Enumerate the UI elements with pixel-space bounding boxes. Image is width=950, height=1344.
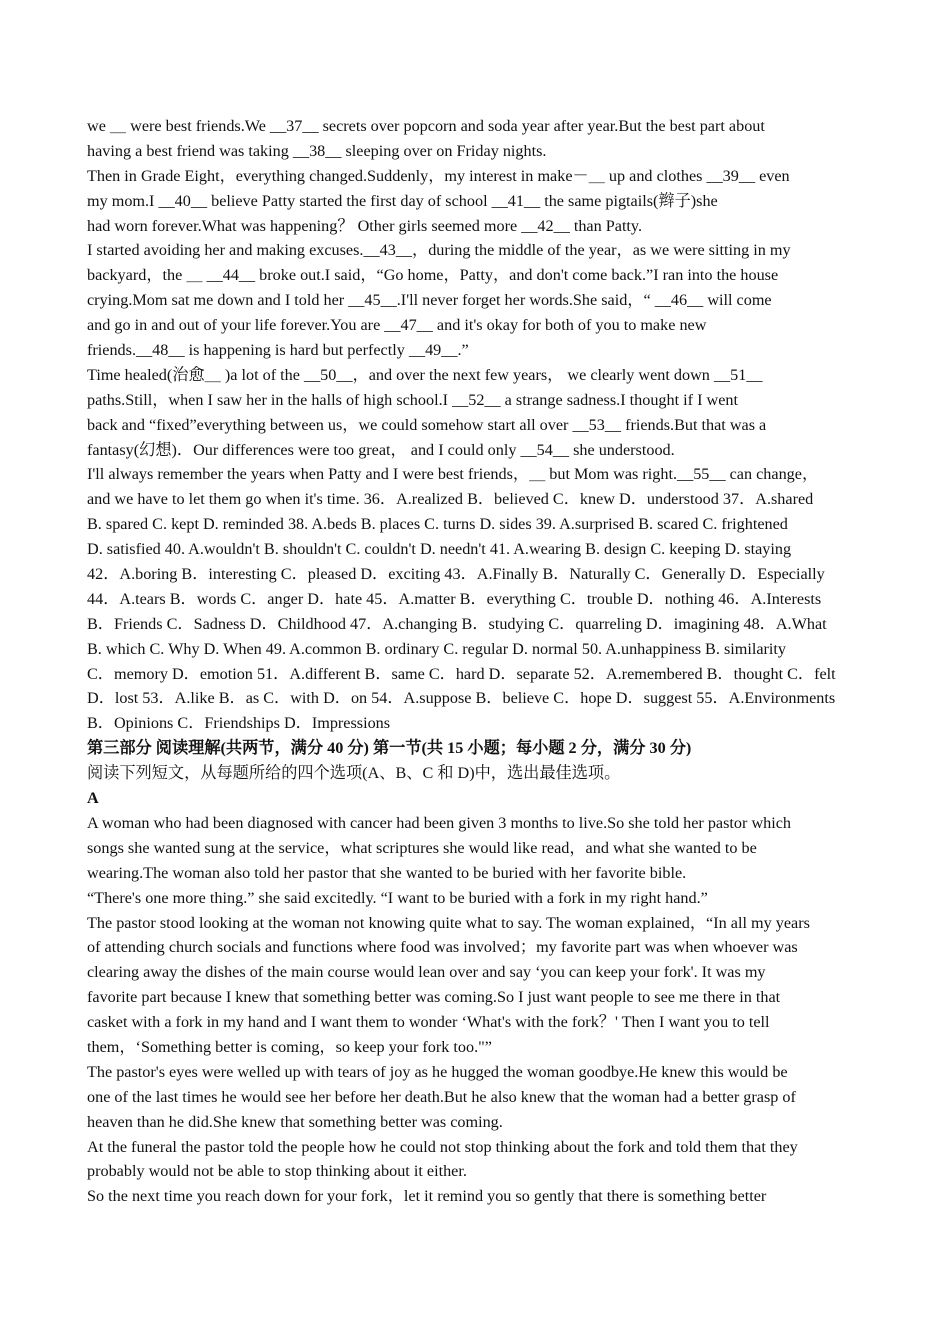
text-line: heaven than he did.She knew that something better was coming. — [87, 1112, 503, 1131]
text-line: back and “fixed”everything between us，we could somehow start all over __53__ friends.But that was a — [87, 415, 767, 434]
options-line: D. satisfied 40. A.wouldn't B. shouldn't C. couldn't D. needn't 41. A.wearing B. design C. keeping D. staying — [87, 540, 792, 559]
text-line: Then in Grade Eight，everything changed.Suddenly，my interest in make－＿ up and clothes __39__ even — [87, 166, 790, 185]
text-line: clearing away the dishes of the main course would lean over and say ‘you can keep your fork'. It was my — [87, 963, 766, 982]
text-line: crying.Mom sat me down and I told her __45__.I'll never forget her words.She said，“ __46__ will come — [87, 291, 772, 310]
options-line: B. spared C. kept D. reminded 38. A.beds B. places C. turns D. sides 39. A.surprised B. scared C. frightened — [87, 515, 788, 534]
section-heading: 第三部分 阅读理解(共两节，满分 40 分) 第一节(共 15 小题；每小题 2 分，满分 30 分) — [87, 739, 692, 758]
text-line: wearing.The woman also told her pastor that she wanted to be buried with her favorite bible. — [87, 863, 687, 882]
text-line: songs she wanted sung at the service，what scriptures she would like read，and what she wanted to be — [87, 838, 757, 857]
text-line: and go in and out of your life forever.You are __47__ and it's okay for both of you to make new — [87, 316, 707, 335]
text-line: my mom.I __40__ believe Patty started the first day of school __41__ the same pigtails(辫子)she — [87, 191, 718, 210]
text-line: favorite part because I knew that something better was coming.So I just want people to see me there in that — [87, 988, 781, 1007]
options-line: C．memory D．emotion 51．A.different B．same C．hard D．separate 52．A.remembered B．thought C．felt — [87, 664, 836, 683]
text-line: probably would not be able to stop thinking about it either. — [87, 1162, 467, 1181]
text-line: we ＿ were best friends.We __37__ secrets over popcorn and soda year after year.But the best part about — [87, 117, 765, 135]
text-line: I'll always remember the years when Patty and I were best friends，＿ but Mom was right.__55__ can change， — [87, 465, 819, 484]
text-line: them，‘Something better is coming，so keep your fork too."” — [87, 1037, 492, 1056]
text-line: Time healed(治愈＿ )a lot of the __50__，and over the next few years， we clearly went down __51__ — [87, 365, 763, 384]
document-page — [87, 114, 877, 1209]
text-line: one of the last times he would see her before her death.But he also knew that the woman had a better grasp of — [87, 1087, 796, 1106]
text-line: fantasy(幻想)．Our differences were too great， and I could only __54__ she understood. — [87, 440, 675, 459]
text-line: A woman who had been diagnosed with cancer had been given 3 months to live.So she told her pastor which — [87, 813, 791, 832]
options-line: B．Opinions C．Friendships D．Impressions — [87, 714, 391, 733]
options-line: 44．A.tears B．words C．anger D．hate 45．A.matter B．everything C．trouble D．nothing 46．A.Interests — [87, 589, 822, 608]
text-line: “There's one more thing.” she said excitedly. “I want to be buried with a fork in my right hand.” — [87, 888, 708, 907]
text-line: At the funeral the pastor told the people how he could not stop thinking about the fork and told them that they — [87, 1137, 798, 1156]
text-line: I started avoiding her and making excuses.__43__，during the middle of the year，as we were sitting in my — [87, 241, 791, 260]
options-line: 42．A.boring B．interesting C．pleased D．exciting 43．A.Finally B．Naturally C．Generally D．Especially — [87, 565, 825, 584]
options-line: B．Friends C．Sadness D．Childhood 47．A.changing B．studying C．quarreling D．imagining 48．A.What — [87, 614, 827, 633]
options-line: D．lost 53．A.like B．as C．with D．on 54．A.suppose B．believe C．hope D．suggest 55．A.Environments — [87, 689, 836, 708]
text-line: casket with a fork in my hand and I want them to wonder ‘What's with the fork？' Then I want you to tell — [87, 1013, 770, 1032]
options-line: B. which C. Why D. When 49. A.common B. ordinary C. regular D. normal 50. A.unhappiness B. similarity — [87, 639, 786, 658]
text-line: backyard，the ＿ __44__ broke out.I said，“Go home，Patty，and don't come back.”I ran into the house — [87, 266, 779, 285]
text-line: The pastor stood looking at the woman not knowing quite what to say. The woman explained，“In all my years — [87, 913, 810, 932]
text-line: friends.__48__ is happening is hard but perfectly __49__.” — [87, 341, 469, 360]
text-line: had worn forever.What was happening？ Other girls seemed more __42__ than Patty. — [87, 216, 643, 235]
instructions: 阅读下列短文，从每题所给的四个选项(A、B、C 和 D)中，选出最佳选项。 — [87, 764, 621, 783]
text-line: The pastor's eyes were welled up with tears of joy as he hugged the woman goodbye.He knew this would be — [87, 1062, 788, 1081]
text-line: So the next time you reach down for your fork，let it remind you so gently that there is something better — [87, 1187, 767, 1206]
text-line: having a best friend was taking __38__ sleeping over on Friday nights. — [87, 141, 547, 160]
text-line: of attending church socials and functions where food was involved；my favorite part was when whoever was — [87, 938, 798, 957]
text-line: paths.Still，when I saw her in the halls of high school.I __52__ a strange sadness.I thought if I went — [87, 390, 738, 409]
passage-label: A — [87, 789, 99, 808]
options-line: and we have to let them go when it's time. 36．A.realized B．believed C．knew D．understood 37．A.shared — [87, 490, 814, 509]
